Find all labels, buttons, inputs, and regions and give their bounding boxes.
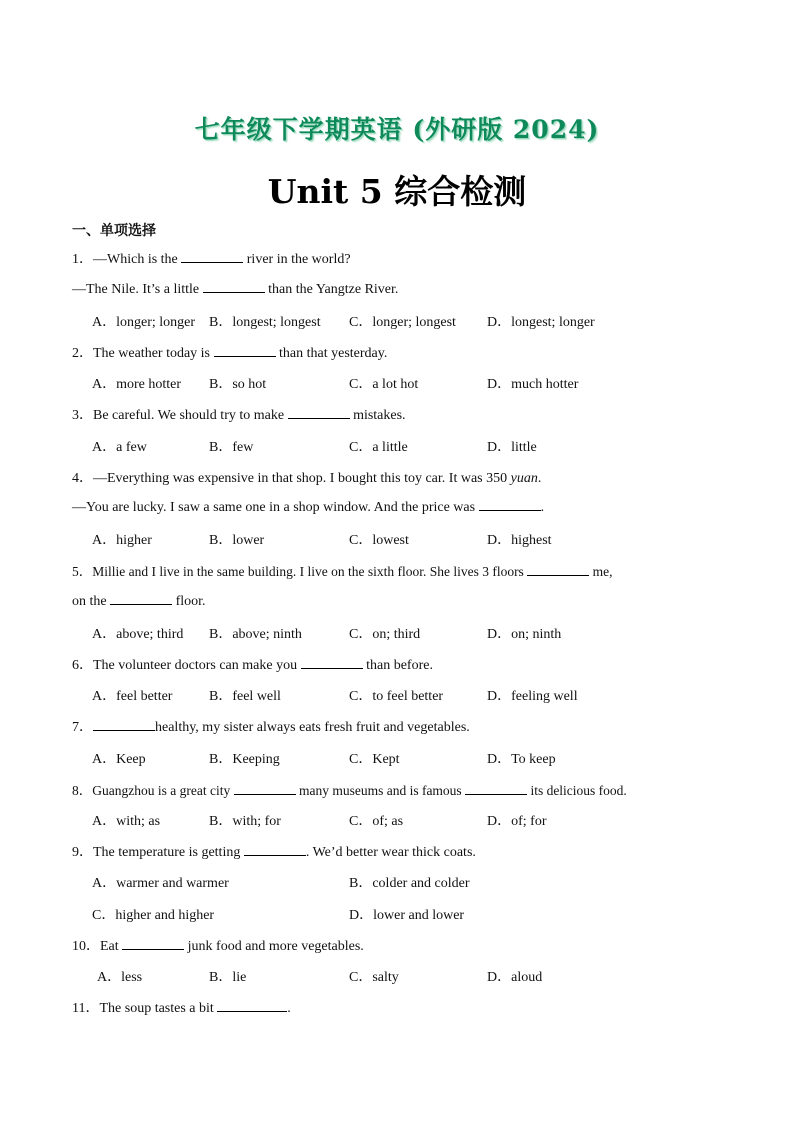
question-2-option-b: B．so hot	[209, 377, 267, 392]
question-2-option-c: C．a lot hot	[349, 377, 419, 392]
question-4-stem: 4．—Everything was expensive in that shop. I bought this toy car. It was 350 yuan.	[72, 471, 542, 486]
question-3-option-b: B．few	[209, 440, 254, 455]
question-10-option-b: B．lie	[209, 970, 247, 985]
answer-blank	[217, 999, 287, 1012]
question-9-option-c: C．higher and higher	[92, 908, 215, 923]
question-7-option-a: A．Keep	[92, 752, 146, 767]
question-1-option-b: B．longest; longest	[209, 315, 321, 330]
answer-blank	[214, 344, 276, 357]
question-2-stem: 2．The weather today is than that yesterday.	[72, 346, 388, 361]
worksheet-header-title: 七年级下学期英语 (外研版 2024)	[194, 115, 600, 144]
question-8-option-a: A．with; as	[92, 814, 161, 829]
answer-blank	[479, 498, 541, 511]
question-9-option-a: A．warmer and warmer	[92, 876, 229, 891]
question-1-option-c: C．longer; longest	[349, 315, 456, 330]
question-4-reply: —You are lucky. I saw a same one in a shop window. And the price was .	[72, 500, 545, 515]
question-5-stem: 5．Millie and I live in the same building. I live on the sixth floor. She lives 3 floors me,	[72, 564, 613, 579]
question-6-option-b: B．feel well	[209, 689, 281, 704]
question-5-stem-continued: on the floor.	[72, 594, 206, 609]
question-10-option-c: C．salty	[349, 970, 399, 985]
answer-blank	[527, 563, 589, 576]
question-10-option-d: D．aloud	[487, 970, 543, 985]
question-5-option-c: C．on; third	[349, 627, 421, 642]
question-10-stem: 10．Eat junk food and more vegetables.	[72, 939, 364, 954]
question-8-option-c: C．of; as	[349, 814, 404, 829]
unit-title: Unit 5 综合检测	[267, 172, 527, 211]
question-5-option-a: A．above; third	[92, 627, 184, 642]
question-6-option-a: A．feel better	[92, 689, 173, 704]
answer-blank	[110, 592, 172, 605]
question-5-option-d: D．on; ninth	[487, 627, 562, 642]
question-8-option-d: D．of; for	[487, 814, 547, 829]
question-4-option-d: D．highest	[487, 533, 552, 548]
question-2-option-d: D．much hotter	[487, 377, 579, 392]
question-1-option-a: A．longer; longer	[92, 315, 196, 330]
question-6-option-c: C．to feel better	[349, 689, 444, 704]
question-4-option-b: B．lower	[209, 533, 265, 548]
question-4-option-a: A．higher	[92, 533, 152, 548]
question-11-stem: 11．The soup tastes a bit .	[72, 1001, 291, 1016]
question-3-option-c: C．a little	[349, 440, 408, 455]
question-7-stem: 7． healthy, my sister always eats fresh fruit and vegetables.	[72, 720, 470, 735]
answer-blank	[122, 937, 184, 950]
question-1-option-d: D．longest; longer	[487, 315, 595, 330]
answer-blank	[244, 843, 306, 856]
question-10-option-a: A．less	[97, 970, 143, 985]
question-9-stem: 9．The temperature is getting . We’d better wear thick coats.	[72, 845, 476, 860]
question-3-stem: 3．Be careful. We should try to make mistakes.	[72, 408, 406, 423]
answer-blank	[93, 718, 155, 731]
question-1-reply: —The Nile. It’s a little than the Yangtze River.	[72, 282, 399, 297]
answer-blank	[181, 250, 243, 263]
question-7-option-c: C．Kept	[349, 752, 400, 767]
question-3-option-d: D．little	[487, 440, 537, 455]
answer-blank	[203, 280, 265, 293]
question-6-option-d: D．feeling well	[487, 689, 578, 704]
question-8-stem: 8．Guangzhou is a great city many museums and is famous its delicious food.	[72, 783, 627, 798]
section-title: 一、单项选择	[72, 223, 156, 239]
question-9-option-b: B．colder and colder	[349, 876, 470, 891]
question-8-option-b: B．with; for	[209, 814, 281, 829]
answer-blank	[288, 406, 350, 419]
question-9-option-d: D．lower and lower	[349, 908, 465, 923]
question-5-option-b: B．above; ninth	[209, 627, 302, 642]
question-6-stem: 6．The volunteer doctors can make you than before.	[72, 658, 433, 673]
question-2-option-a: A．more hotter	[92, 377, 182, 392]
question-3-option-a: A．a few	[92, 440, 147, 455]
answer-blank	[465, 782, 527, 795]
question-7-option-d: D．To keep	[487, 752, 556, 767]
question-1-stem: 1．—Which is the river in the world?	[72, 252, 351, 267]
question-7-option-b: B．Keeping	[209, 752, 280, 767]
answer-blank	[234, 782, 296, 795]
question-4-option-c: C．lowest	[349, 533, 409, 548]
answer-blank	[301, 656, 363, 669]
